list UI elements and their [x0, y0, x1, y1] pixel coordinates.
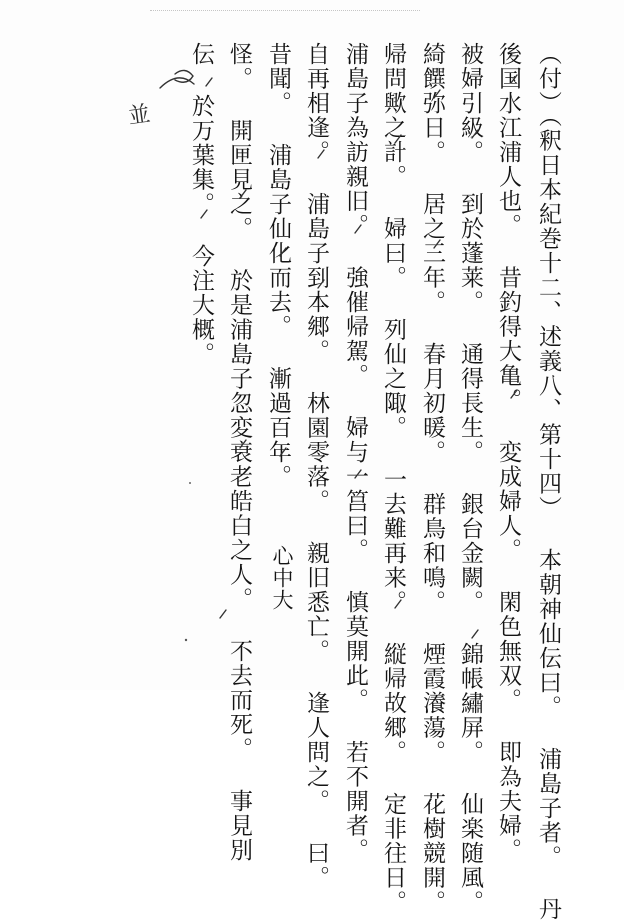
- text-column-10: 伝 於万葉集。 今注大概。: [188, 42, 214, 367]
- text-column-9: 怪。 開匣見之。 於是浦島子忽変衰老皓白之人。 不去而死。 事見別: [226, 42, 252, 863]
- text-column-8: 昔聞。 浦島子仙化而去。 漸過百年。: [265, 42, 291, 489]
- text-column-6: 浦島子為訪親旧。 強催帰駕。 婦与一筥曰。 慎莫開此。 若不開者。: [342, 42, 368, 863]
- text-column-3: 被婦引級。 到於蓬莱。 通得長生。 銀台金闕。 錦帳繡屏。 仙楽随風。: [457, 42, 483, 915]
- margin-note: 心中大: [270, 545, 294, 611]
- text-column-1: （付）（釈日本紀巻十二、述義八、第十四） 本朝神仙伝曰。 浦島子者。 丹: [535, 42, 561, 922]
- handwritten-mark: 並: [126, 101, 152, 130]
- text-column-2: 後国水江浦人也。 昔釣得大亀。 変成婦人。 閑色無双。 即為夫婦。: [495, 42, 521, 863]
- text-column-4: 綺饌弥日。 居之三年。 春月初暖。 群鳥和鳴。 煙霞瀁蕩。 花樹競開。: [419, 42, 445, 915]
- text-column-5: 帰問歟之計。 婦曰。 列仙之陬。 一去難再来。 縦帰故郷。 定非往日。: [380, 42, 406, 915]
- scan-artifact: [150, 10, 420, 19]
- text-column-7: 自再相逢。 浦島子到本郷。 林園零落。 親旧悉亡。 逢人問之。 曰。: [303, 42, 329, 890]
